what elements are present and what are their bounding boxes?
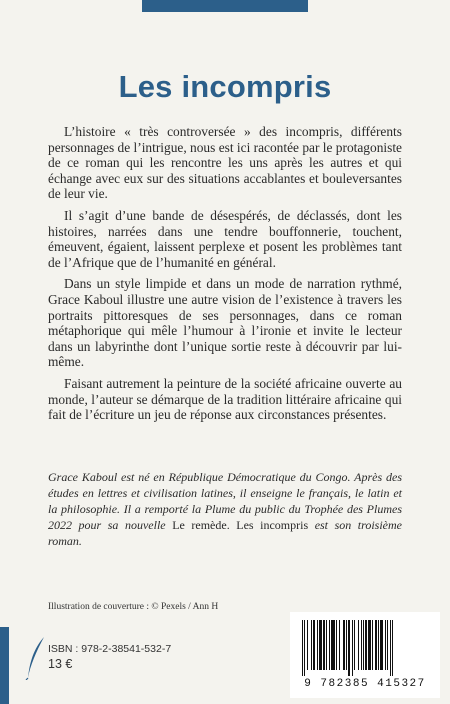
isbn-label: ISBN : 978-2-38541-532-7: [48, 643, 172, 655]
barcode-number: 9 782385 415327: [304, 678, 426, 690]
price-label: 13 €: [48, 657, 73, 671]
blurb-paragraph: L’histoire « très controversée » des incompris, différents personnages de l’intrigue, nous est ici racontée par le protagoniste de ce roman qui les rencontre les uns après les autres et qui échange avec eux sur des situations accablantes et bouleversantes de leur vie.: [48, 124, 402, 202]
bio-text: Grace Kaboul est né en République Démocratique du Congo. Après des études en lettres et civilisation latines, il enseigne le français, le latin et la philosophie. Il a remporté la Plume du public du Trophée des Plumes 2022 pour sa nouvelle: [48, 470, 402, 532]
bio-title-le-remede: Le remède: [172, 518, 227, 532]
cover-illustration-credit: Illustration de couverture : © Pexels / Ann H: [48, 602, 219, 612]
book-title: Les incompris: [118, 68, 332, 104]
bio-text: est son troisième roman.: [48, 518, 403, 548]
blurb-paragraph: Dans un style limpide et dans un mode de narration rythmé, Grace Kaboul illustre une autre vision de l’existence à travers les portraits pittoresques de ses personnages, dans ce roman métaphorique qui mêle l’humour à l’ironie et invite le lecteur dans un labyrinthe dont l’unique sortie reste à découvrir par lui-même.: [48, 276, 402, 370]
bio-text: .: [226, 518, 237, 532]
blurb-paragraph: Il s’agit d’une bande de désespérés, de déclassés, dont les histoires, narrées dans une tendre bouffonnerie, touchent, émeuvent, égaient, laissent perplexe et posent les problèmes tant de l’Afrique que de l’humanité en général.: [48, 207, 402, 270]
barcode-box: [290, 612, 440, 698]
bio-title-les-incompris: Les incompris: [236, 518, 309, 532]
left-accent-strip: [0, 627, 9, 704]
top-accent-bar: [142, 0, 308, 12]
quill-logo-icon: [24, 636, 46, 680]
back-cover-blurb: [48, 124, 402, 429]
blurb-paragraph: Faisant autrement la peinture de la société africaine ouverte au monde, l’auteur se démarque de la tradition littéraire africaine qui fait de l’écriture un jeu de réponse aux circonstances présentes.: [48, 375, 402, 423]
author-bio: [48, 469, 402, 549]
barcode-graphic: [298, 620, 432, 676]
